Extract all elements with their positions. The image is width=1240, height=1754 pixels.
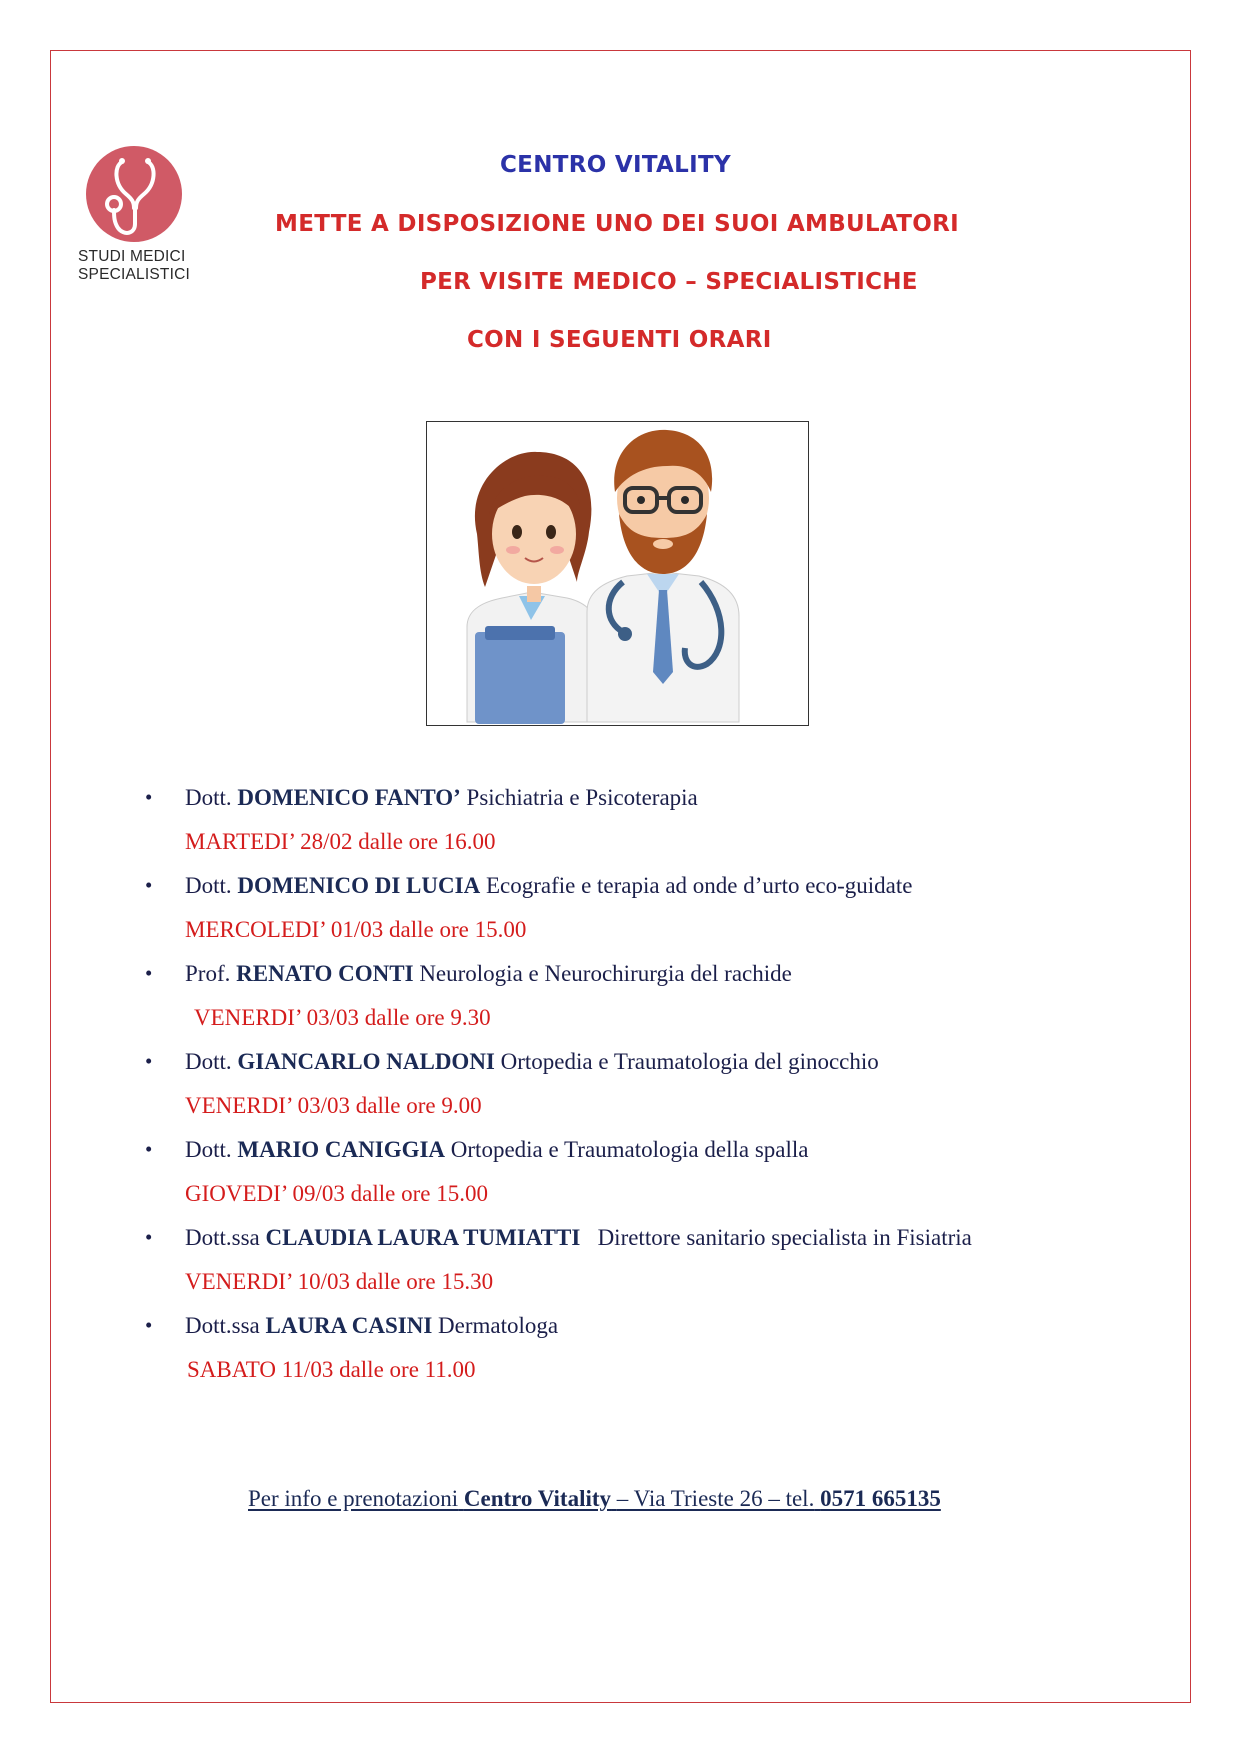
- list-item: • Dott. DOMENICO DI LUCIA Ecografie e terapia ad onde d’urto eco-guidate MERCOLEDI’ 01/03 dalle ore 15.00: [145, 870, 1105, 958]
- doctor-specialty: Ecografie e terapia ad onde d’urto eco-guidate: [485, 873, 913, 898]
- doctor-specialty: Ortopedia e Traumatologia del ginocchio: [500, 1049, 879, 1074]
- list-item: • Dott.ssa CLAUDIA LAURA TUMIATTI Direttore sanitario specialista in Fisiatria VENERDI’ 10/03 dalle ore 15.30: [145, 1222, 1105, 1310]
- footer-phone: 0571 665135: [820, 1486, 941, 1511]
- doctor-schedule: VENERDI’ 03/03 dalle ore 9.30: [194, 1005, 491, 1030]
- footer-prefix: Per info e prenotazioni: [248, 1486, 459, 1511]
- doctor-schedule: VENERDI’ 10/03 dalle ore 15.30: [185, 1269, 494, 1294]
- doctor-title: Prof.: [185, 961, 231, 986]
- doctor-specialty: Neurologia e Neurochirurgia del rachide: [419, 961, 792, 986]
- list-item: • Dott.ssa LAURA CASINI Dermatologa SABATO 11/03 dalle ore 11.00: [145, 1310, 1105, 1398]
- doctor-name: DOMENICO DI LUCIA: [237, 873, 481, 898]
- doctor-specialty: Ortopedia e Traumatologia della spalla: [450, 1137, 809, 1162]
- contact-info: [248, 1486, 941, 1512]
- studi-medici-logo: [78, 144, 208, 284]
- doctor-title: Dott.ssa: [185, 1225, 260, 1250]
- list-item: • Dott. GIANCARLO NALDONI Ortopedia e Traumatologia del ginocchio VENERDI’ 03/03 dalle ore 9.00: [145, 1046, 1105, 1134]
- heading-line-3: PER VISITE MEDICO – SPECIALISTICHE: [420, 269, 918, 295]
- doctors-schedule-list: [145, 782, 1105, 1398]
- doctor-specialty: Dermatologa: [438, 1313, 559, 1338]
- doctor-title: Dott.ssa: [185, 1313, 260, 1338]
- heading-line-4: CON I SEGUENTI ORARI: [467, 327, 772, 353]
- doctor-name: DOMENICO FANTO’: [237, 785, 461, 810]
- doctors-illustration: [426, 421, 809, 726]
- doctor-name: MARIO CANIGGIA: [237, 1137, 446, 1162]
- list-item: • Dott. DOMENICO FANTO’ Psichiatria e Psicoterapia MARTEDI’ 28/02 dalle ore 16.00: [145, 782, 1105, 870]
- footer-center-name: Centro Vitality: [463, 1486, 612, 1511]
- logo-text-line2: SPECIALISTICI: [78, 266, 190, 283]
- doctor-name: GIANCARLO NALDONI: [237, 1049, 495, 1074]
- footer-address: – Via Trieste 26 – tel.: [616, 1486, 815, 1511]
- doctor-title: Dott.: [185, 785, 232, 810]
- center-name-heading: CENTRO VITALITY: [500, 152, 731, 178]
- heading-line-2: METTE A DISPOSIZIONE UNO DEI SUOI AMBULATORI: [275, 211, 960, 237]
- list-item: • Dott. MARIO CANIGGIA Ortopedia e Traumatologia della spalla GIOVEDI’ 09/03 dalle ore 15.00: [145, 1134, 1105, 1222]
- doctor-schedule: MARTEDI’ 28/02 dalle ore 16.00: [185, 829, 496, 854]
- doctor-name: RENATO CONTI: [236, 961, 414, 986]
- list-item: • Prof. RENATO CONTI Neurologia e Neurochirurgia del rachide VENERDI’ 03/03 dalle ore 9.30: [145, 958, 1105, 1046]
- doctor-title: Dott.: [185, 873, 232, 898]
- stethoscope-icon: [84, 144, 184, 244]
- doctor-name: CLAUDIA LAURA TUMIATTI: [265, 1225, 581, 1250]
- doctor-name: LAURA CASINI: [265, 1313, 433, 1338]
- doctor-title: Dott.: [185, 1049, 232, 1074]
- doctor-specialty: Direttore sanitario specialista in Fisiatria: [597, 1225, 972, 1250]
- doctor-schedule: SABATO 11/03 dalle ore 11.00: [187, 1357, 476, 1382]
- logo-text-line1: STUDI MEDICI: [78, 248, 186, 265]
- doctor-title: Dott.: [185, 1137, 232, 1162]
- doctor-specialty: Psichiatria e Psicoterapia: [466, 785, 698, 810]
- doctor-schedule: GIOVEDI’ 09/03 dalle ore 15.00: [185, 1181, 488, 1206]
- doctor-schedule: MERCOLEDI’ 01/03 dalle ore 15.00: [185, 917, 527, 942]
- doctor-schedule: VENERDI’ 03/03 dalle ore 9.00: [185, 1093, 482, 1118]
